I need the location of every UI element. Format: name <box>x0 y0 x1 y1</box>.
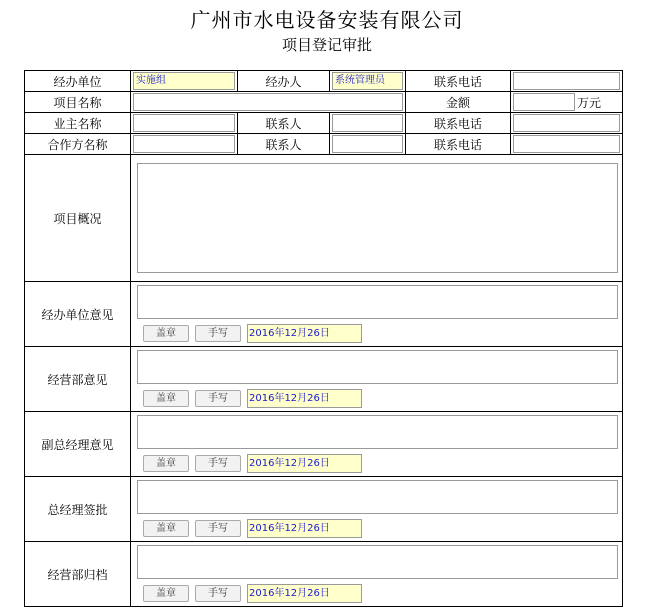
row-partner <box>25 134 623 155</box>
opinion-textarea-archive[interactable] <box>137 545 618 579</box>
handling-unit-cell <box>131 71 238 92</box>
handler-phone-field[interactable] <box>513 72 620 90</box>
handler-label: 经办人 <box>238 71 330 92</box>
amount-cell <box>511 92 623 113</box>
partner-name-label: 合作方名称 <box>25 134 131 155</box>
opinion-textarea-deputy-gm[interactable] <box>137 415 618 449</box>
overview-textarea[interactable] <box>137 163 618 273</box>
owner-name-cell <box>131 113 238 134</box>
opinion-date-field[interactable]: 2016年12月26日 <box>247 584 362 603</box>
row-project-name <box>25 92 623 113</box>
partner-contact-label: 联系人 <box>238 134 330 155</box>
owner-phone-label: 联系电话 <box>406 113 511 134</box>
opinion-label-business-dept: 经营部意见 <box>25 347 131 412</box>
opinion-cell-deputy-gm <box>131 412 623 477</box>
opinion-label-gm: 总经理签批 <box>25 477 131 542</box>
opinion-controls-archive <box>143 583 622 603</box>
stamp-button[interactable]: 盖章 <box>143 585 189 602</box>
row-opinion-5 <box>25 542 623 607</box>
owner-contact-cell <box>330 113 406 134</box>
handwrite-button[interactable]: 手写 <box>195 325 241 342</box>
row-opinion-1 <box>25 282 623 347</box>
owner-phone-field[interactable] <box>513 114 620 132</box>
stamp-button[interactable]: 盖章 <box>143 520 189 537</box>
registration-form <box>24 70 623 607</box>
handwrite-button[interactable]: 手写 <box>195 585 241 602</box>
partner-contact-cell <box>330 134 406 155</box>
opinion-textarea-handling-unit[interactable] <box>137 285 618 319</box>
handwrite-button[interactable]: 手写 <box>195 520 241 537</box>
opinion-controls-gm <box>143 518 622 538</box>
partner-name-cell <box>131 134 238 155</box>
handwrite-button[interactable]: 手写 <box>195 455 241 472</box>
owner-name-field[interactable] <box>133 114 235 132</box>
form-title: 项目登记审批 <box>281 36 372 54</box>
opinion-controls-business-dept <box>143 388 622 408</box>
partner-phone-field[interactable] <box>513 135 620 153</box>
project-name-label: 项目名称 <box>25 92 131 113</box>
amount-label: 金额 <box>406 92 511 113</box>
overview-cell <box>131 155 623 282</box>
company-title: 广州市水电设备安装有限公司 <box>190 8 464 32</box>
partner-name-field[interactable] <box>133 135 235 153</box>
owner-phone-cell <box>511 113 623 134</box>
handler-field[interactable]: 系统管理员 <box>332 72 403 90</box>
opinion-cell-archive <box>131 542 623 607</box>
opinion-cell-handling-unit <box>131 282 623 347</box>
phone-cell <box>511 71 623 92</box>
opinion-date-field[interactable]: 2016年12月26日 <box>247 519 362 538</box>
row-handling-unit <box>25 71 623 92</box>
amount-unit: 万元 <box>577 95 602 110</box>
partner-contact-field[interactable] <box>332 135 403 153</box>
row-opinion-2 <box>25 347 623 412</box>
phone-label: 联系电话 <box>406 71 511 92</box>
handling-unit-field[interactable]: 实施组 <box>133 72 235 90</box>
owner-contact-label: 联系人 <box>238 113 330 134</box>
opinion-cell-business-dept <box>131 347 623 412</box>
opinion-label-archive: 经营部归档 <box>25 542 131 607</box>
owner-name-label: 业主名称 <box>25 113 131 134</box>
row-opinion-3 <box>25 412 623 477</box>
opinion-date-field[interactable]: 2016年12月26日 <box>247 389 362 408</box>
opinion-textarea-business-dept[interactable] <box>137 350 618 384</box>
row-opinion-4 <box>25 477 623 542</box>
project-name-cell <box>131 92 406 113</box>
opinion-label-deputy-gm: 副总经理意见 <box>25 412 131 477</box>
opinion-date-field[interactable]: 2016年12月26日 <box>247 454 362 473</box>
opinion-controls-deputy-gm <box>143 453 622 473</box>
stamp-button[interactable]: 盖章 <box>143 325 189 342</box>
stamp-button[interactable]: 盖章 <box>143 390 189 407</box>
owner-contact-field[interactable] <box>332 114 403 132</box>
opinion-label-handling-unit: 经办单位意见 <box>25 282 131 347</box>
overview-label: 项目概况 <box>25 155 131 282</box>
opinion-controls-handling-unit <box>143 323 622 343</box>
handler-cell <box>330 71 406 92</box>
opinion-date-field[interactable]: 2016年12月26日 <box>247 324 362 343</box>
handling-unit-label: 经办单位 <box>25 71 131 92</box>
amount-wrap <box>511 92 622 112</box>
opinion-textarea-gm[interactable] <box>137 480 618 514</box>
project-name-field[interactable] <box>133 93 403 111</box>
handwrite-button[interactable]: 手写 <box>195 390 241 407</box>
amount-field[interactable] <box>513 93 575 111</box>
partner-phone-label: 联系电话 <box>406 134 511 155</box>
row-owner <box>25 113 623 134</box>
opinion-cell-gm <box>131 477 623 542</box>
row-overview <box>25 155 623 282</box>
partner-phone-cell <box>511 134 623 155</box>
stamp-button[interactable]: 盖章 <box>143 455 189 472</box>
